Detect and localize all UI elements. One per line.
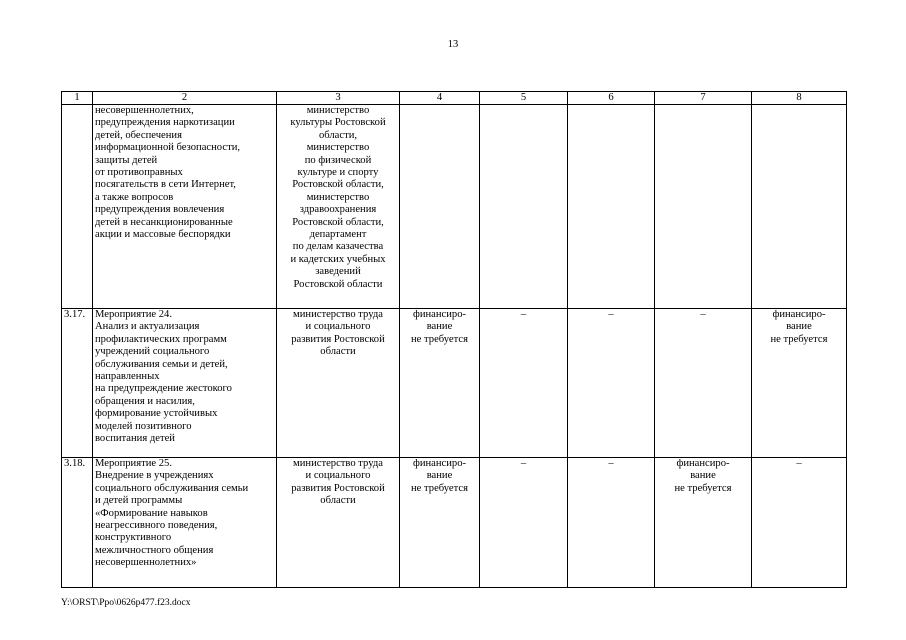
cell-text-line: учреждений социального [95, 346, 210, 358]
cell-text-line: вание [426, 321, 453, 333]
cell-text-line: обслуживания семьи и детей, [95, 358, 228, 370]
table-row [62, 309, 847, 458]
cell-text-line: министерство труда [293, 458, 383, 469]
cell-text-line: Внедрение в учреждениях [95, 470, 214, 482]
row-number-cell [62, 105, 93, 309]
cell-text-line: Мероприятие 25. [95, 458, 172, 469]
cell-text-line: вание [426, 470, 453, 482]
table-cell [655, 458, 752, 588]
cell-text-line: – [608, 458, 614, 469]
cell-text-line: воспитания детей [95, 433, 175, 445]
table-header-row [62, 92, 847, 105]
cell-text-line: от противоправных [95, 167, 183, 179]
cell-text-line: министерство [306, 105, 370, 116]
cell-text-line: детей, обеспечения [95, 129, 182, 141]
cell-text-line: обращения и насилия, [95, 395, 195, 407]
table-cell [752, 105, 847, 309]
cell-text-line: – [796, 458, 802, 469]
cell-text-line: по физической [304, 154, 372, 166]
column-number: 4 [400, 92, 480, 105]
cell-text-line: моделей позитивного [95, 420, 192, 432]
file-path-footer: Y:\ORST\Ppo\0626p477.f23.docx [61, 598, 191, 608]
cell-text-line: области [320, 346, 356, 358]
table-cell [400, 458, 480, 588]
row-number-cell [62, 458, 93, 588]
cell-text-line: и кадетских учебных [290, 253, 386, 265]
table-cell [480, 458, 568, 588]
cell-text-line: – [700, 309, 706, 320]
cell-text-line: на предупреждение жестокого [95, 383, 232, 395]
cell-text-line: области, [318, 129, 358, 141]
responsible-cell [277, 458, 400, 588]
cell-text-line: акции и массовые беспорядки [95, 229, 231, 241]
cell-text-line: министерство [306, 191, 370, 203]
cell-text-line: по делам казачества [292, 241, 384, 253]
cell-text-line: – [608, 309, 614, 320]
table-row [62, 458, 847, 588]
cell-text-line: несовершеннолетних» [95, 557, 197, 569]
cell-text-line: профилактических программ [95, 333, 227, 345]
cell-text-line: Мероприятие 24. [95, 309, 172, 320]
cell-text-line: – [520, 458, 527, 469]
cell-text-line: департамент [309, 229, 367, 241]
cell-text-line: вание [690, 470, 716, 482]
cell-text-line: и социального [305, 321, 371, 333]
cell-text-line: министерство [306, 142, 370, 154]
table-cell [480, 309, 568, 458]
cell-text-line: предупреждения вовлечения [95, 204, 225, 216]
cell-text-line: вание [786, 321, 812, 333]
cell-text-line: не требуется [411, 482, 468, 494]
cell-text-line: «Формирование навыков [95, 507, 208, 519]
cell-text-line: не требуется [411, 333, 468, 345]
page-number: 13 [447, 39, 459, 50]
cell-text-line: детей в несанкционированные [95, 216, 233, 228]
table-cell [568, 309, 655, 458]
table-cell [752, 458, 847, 588]
cell-text-line: не требуется [770, 333, 828, 345]
table-cell [655, 105, 752, 309]
cell-text-line: Ростовской области [293, 278, 383, 290]
table-row [62, 105, 847, 309]
cell-text-line: а также вопросов [95, 191, 174, 203]
measure-description-cell [93, 458, 277, 588]
cell-text-line: культуры Ростовской [290, 117, 386, 129]
cell-text-line: финансиро- [412, 309, 467, 320]
cell-text-line: 3.17. [64, 309, 86, 320]
measure-description-cell [93, 105, 277, 309]
cell-text-line: не требуется [674, 482, 732, 494]
cell-text-line: и социального [305, 470, 371, 482]
cell-text-line: информационной безопасности, [95, 142, 241, 154]
column-number: 3 [277, 92, 400, 105]
cell-text-line: – [520, 309, 527, 320]
cell-text-line: финансиро- [676, 458, 730, 469]
cell-text-line: развития Ростовской [291, 333, 385, 345]
table-cell [568, 105, 655, 309]
cell-text-line: формирование устойчивых [95, 408, 218, 420]
measures-table [61, 91, 847, 588]
cell-text-line: посягательств в сети Интернет, [95, 179, 236, 191]
column-number: 6 [568, 92, 655, 105]
responsible-cell [277, 309, 400, 458]
cell-text-line: развития Ростовской [291, 482, 385, 494]
cell-text-line: Ростовской области, [292, 216, 384, 228]
cell-text-line: конструктивного [95, 532, 172, 544]
cell-text-line: и детей программы [95, 495, 183, 507]
measure-description-cell [93, 309, 277, 458]
cell-text-line: Анализ и актуализация [95, 321, 200, 333]
column-number: 8 [752, 92, 847, 105]
cell-text-line: Ростовской области, [292, 179, 384, 191]
table-cell [400, 309, 480, 458]
cell-text-line: культуре и спорту [297, 167, 379, 179]
column-number: 5 [480, 92, 568, 105]
cell-text-line: защиты детей [95, 154, 158, 166]
cell-text-line: 3.18. [64, 458, 86, 469]
cell-text-line: здравоохранения [299, 204, 377, 216]
table-cell [400, 105, 480, 309]
column-number: 7 [655, 92, 752, 105]
table-cell [480, 105, 568, 309]
cell-text-line: неагрессивного поведения, [95, 520, 218, 532]
cell-text-line: министерство труда [293, 309, 383, 320]
row-number-cell [62, 309, 93, 458]
column-number: 1 [62, 92, 93, 105]
cell-text-line: финансиро- [772, 309, 826, 320]
cell-text-line: межличностного общения [95, 544, 214, 556]
cell-text-line: социального обслуживания семьи [95, 482, 249, 494]
cell-text-line: несовершеннолетних, [95, 105, 194, 116]
cell-text-line: направленных [95, 371, 160, 383]
table-cell [752, 309, 847, 458]
table-cell [568, 458, 655, 588]
cell-text-line: финансиро- [412, 458, 467, 469]
cell-text-line: заведений [315, 266, 361, 278]
column-number: 2 [93, 92, 277, 105]
responsible-cell [277, 105, 400, 309]
cell-text-line: предупреждения наркотизации [95, 117, 235, 129]
table-cell [655, 309, 752, 458]
cell-text-line: области [320, 495, 356, 507]
